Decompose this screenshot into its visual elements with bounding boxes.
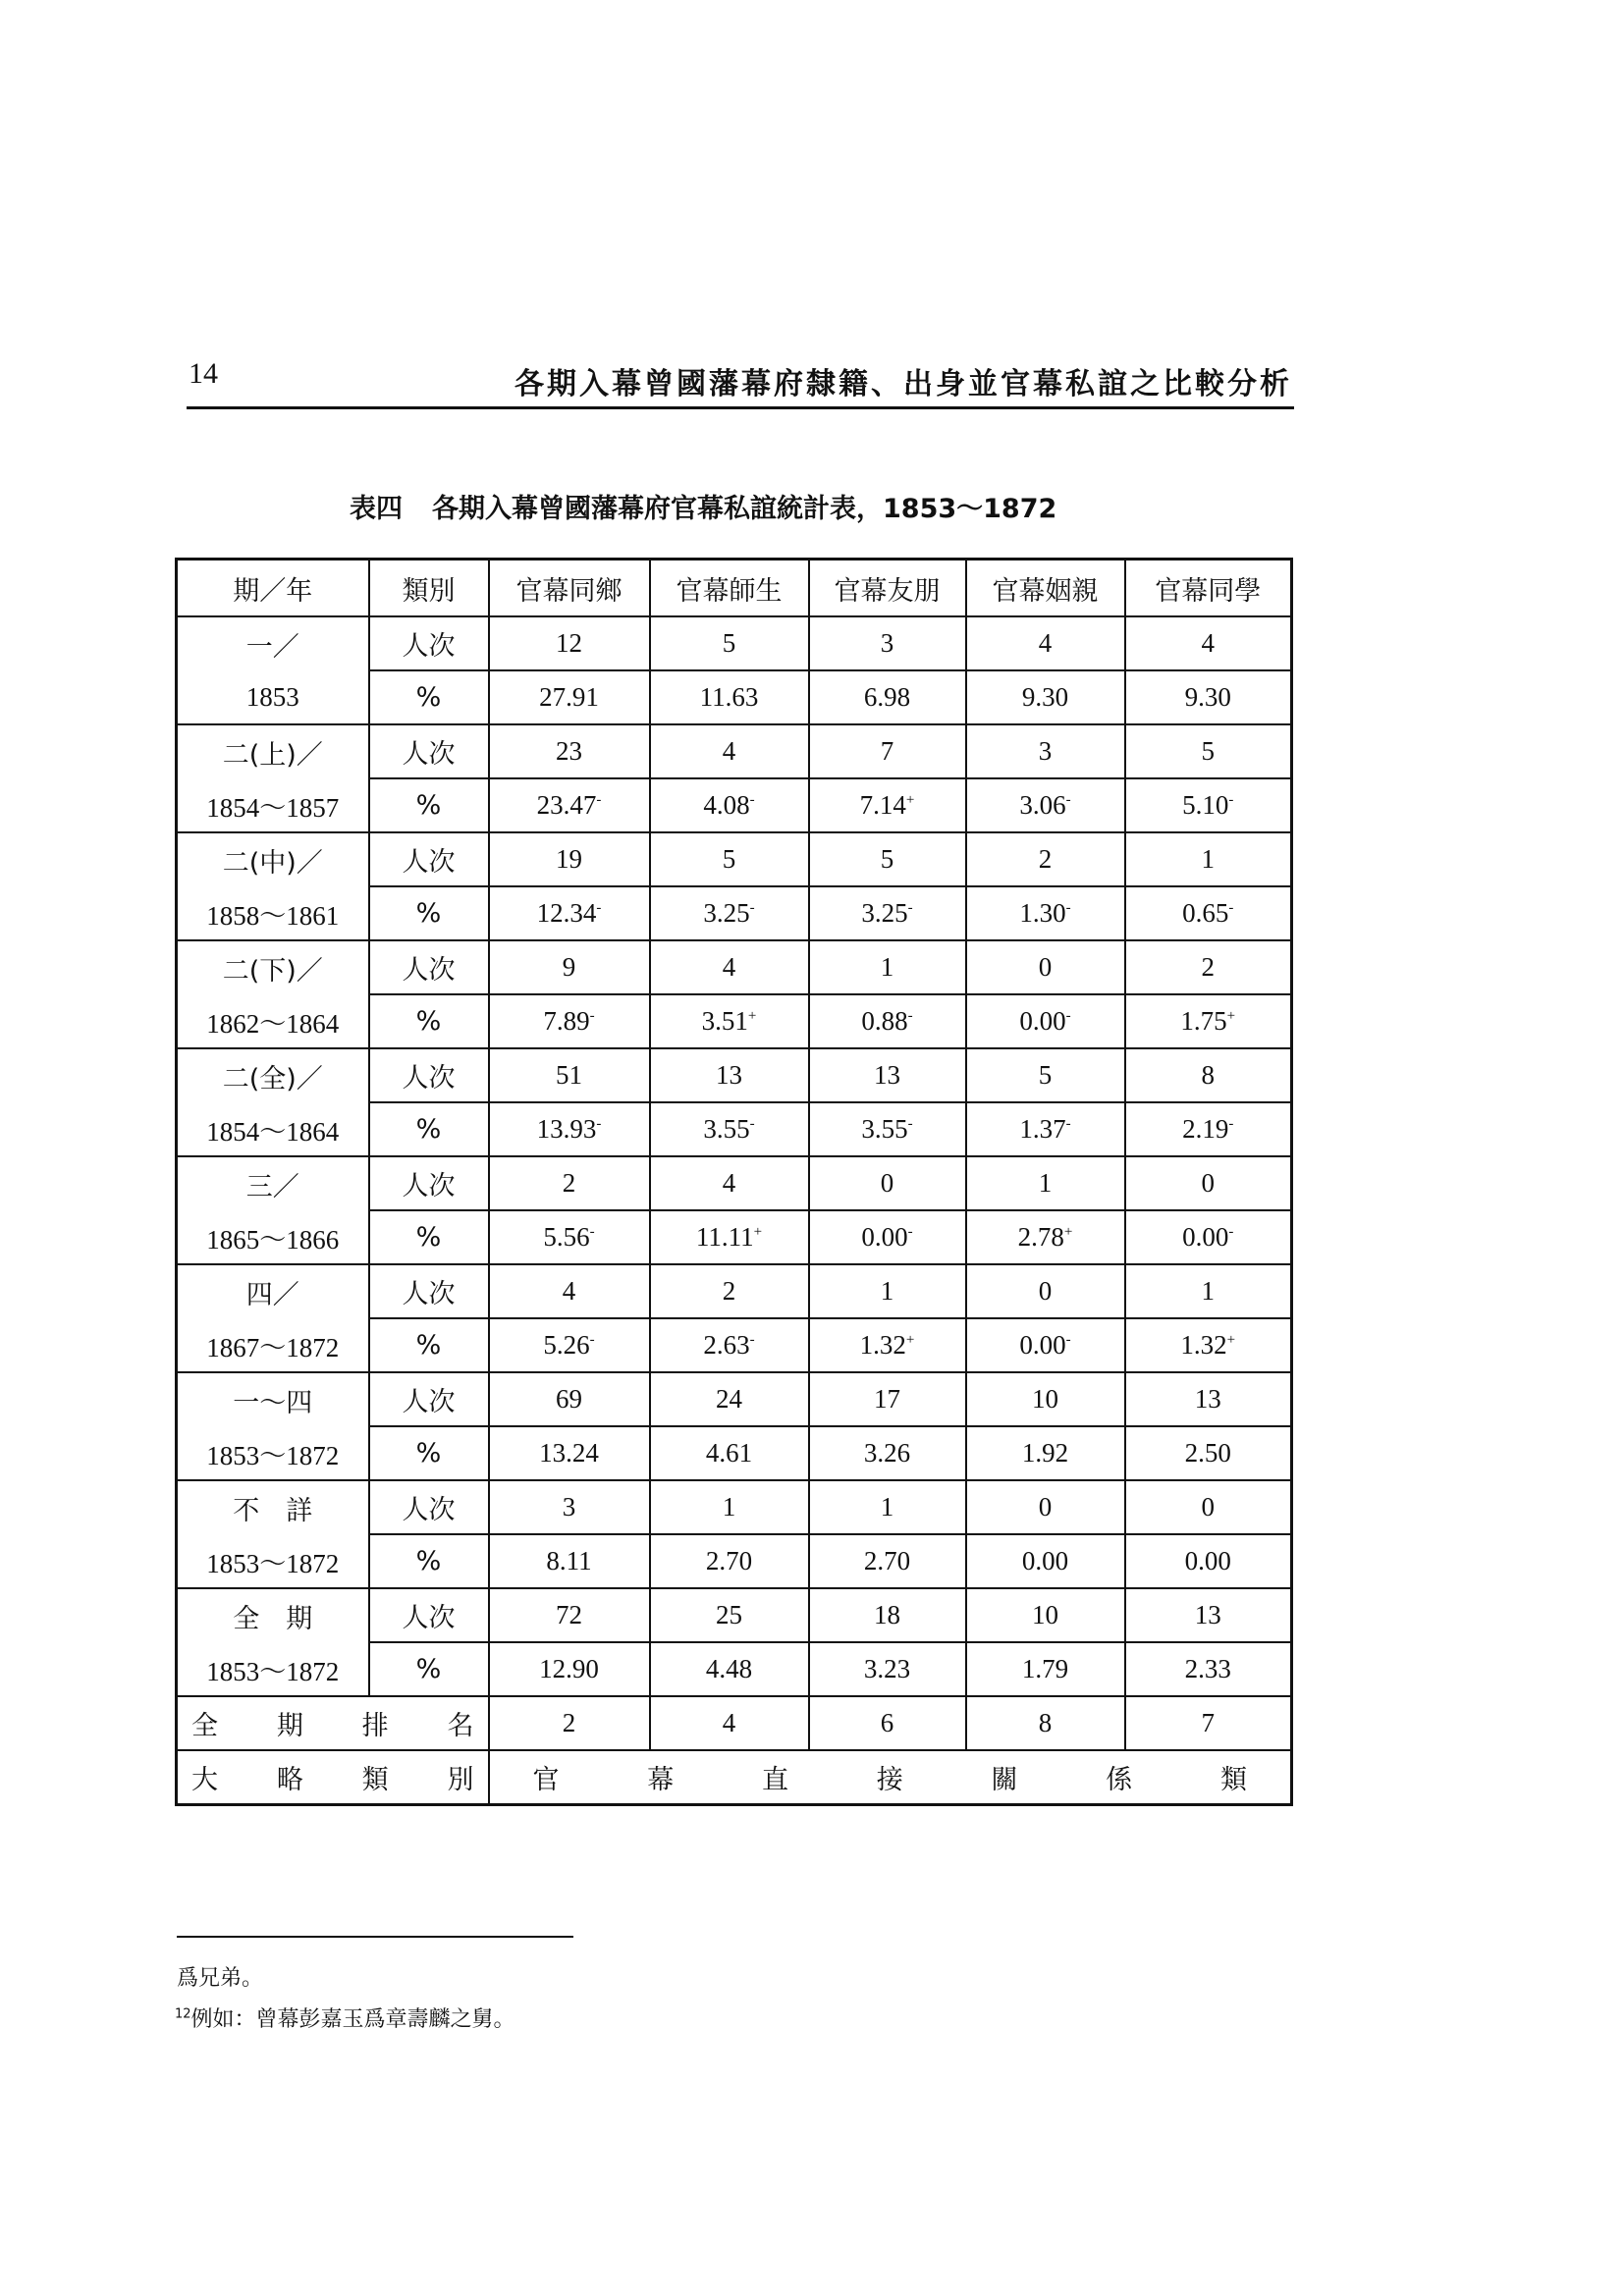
footnote-rule [177, 1936, 573, 1938]
percent-cell [489, 1426, 650, 1480]
period-years: 1865～1866 [177, 1210, 369, 1264]
count-cell: 7 [809, 724, 966, 778]
count-cell: 1 [966, 1156, 1125, 1210]
percent-value: 12.90 [539, 1654, 599, 1683]
significance-mark: + [747, 1008, 757, 1024]
count-row [177, 1480, 1292, 1534]
rank-cell: 2 [489, 1696, 650, 1750]
percent-row [177, 1318, 1292, 1372]
running-title: 各期入幕曾國藩幕府隸籍、出身並官幕私誼之比較分析 [514, 367, 1292, 401]
count-row [177, 1588, 1292, 1642]
count-cell: 1 [1125, 1264, 1292, 1318]
percent-cell [650, 1642, 809, 1696]
period-years: 1853～1872 [177, 1642, 369, 1696]
percent-cell [489, 1102, 650, 1156]
significance-mark: - [907, 1224, 913, 1240]
kind-label: 人次 [369, 724, 489, 778]
count-cell: 1 [809, 940, 966, 994]
percent-cell [809, 994, 966, 1048]
category-label-char: 類 [361, 1765, 389, 1795]
period-label: 三／ [177, 1156, 369, 1210]
percent-cell [966, 1642, 1125, 1696]
percent-value: 3.25 [861, 898, 908, 928]
percent-cell [1125, 670, 1292, 724]
rank-label-char: 排 [361, 1711, 389, 1741]
count-cell: 0 [966, 1480, 1125, 1534]
footnote-12 [175, 2002, 515, 2033]
count-row [177, 724, 1292, 778]
count-cell: 10 [966, 1588, 1125, 1642]
significance-mark: - [749, 900, 755, 916]
percent-row [177, 1426, 1292, 1480]
count-cell: 10 [966, 1372, 1125, 1426]
count-cell: 1 [650, 1480, 809, 1534]
count-cell: 0 [809, 1156, 966, 1210]
period-label: 一～四 [177, 1372, 369, 1426]
percent-cell [809, 778, 966, 832]
count-cell: 4 [489, 1264, 650, 1318]
count-cell: 13 [1125, 1372, 1292, 1426]
percent-value: 12.34 [536, 898, 597, 928]
percent-value: 1.30 [1019, 898, 1066, 928]
category-row [177, 1750, 1292, 1805]
percent-value: 0.65 [1182, 898, 1229, 928]
percent-cell [489, 886, 650, 940]
percent-value: 9.30 [1184, 682, 1231, 712]
count-cell: 5 [650, 616, 809, 670]
percent-cell [1125, 1426, 1292, 1480]
percent-cell [650, 778, 809, 832]
count-cell: 19 [489, 832, 650, 886]
kind-label: 人次 [369, 1588, 489, 1642]
count-cell: 2 [489, 1156, 650, 1210]
rank-row [177, 1696, 1292, 1750]
period-label: 不 詳 [177, 1480, 369, 1534]
column-header: 類別 [369, 560, 489, 617]
category-label-char: 大 [191, 1765, 218, 1795]
percent-row [177, 1534, 1292, 1588]
significance-mark: + [1063, 1224, 1073, 1240]
percent-value: 7.14 [859, 790, 906, 820]
category-label [177, 1750, 489, 1805]
percent-cell [650, 670, 809, 724]
rank-cell: 8 [966, 1696, 1125, 1750]
count-row [177, 1264, 1292, 1318]
significance-mark: - [907, 900, 913, 916]
percent-value: 13.24 [539, 1438, 599, 1468]
percent-value: 2.63 [703, 1330, 750, 1360]
significance-mark: + [905, 792, 915, 808]
percent-cell [966, 1102, 1125, 1156]
count-cell: 5 [650, 832, 809, 886]
count-cell: 4 [966, 616, 1125, 670]
percent-cell [1125, 994, 1292, 1048]
count-cell: 24 [650, 1372, 809, 1426]
significance-mark: - [1065, 1116, 1071, 1132]
significance-mark: - [1228, 1116, 1234, 1132]
count-cell: 4 [650, 724, 809, 778]
percent-cell [1125, 1642, 1292, 1696]
kind-label: % [369, 886, 489, 940]
count-cell: 0 [966, 1264, 1125, 1318]
percent-value: 3.06 [1019, 790, 1066, 820]
column-header: 官幕同鄉 [489, 560, 650, 617]
category-value-char: 係 [1106, 1765, 1133, 1795]
percent-value: 0.88 [861, 1006, 908, 1036]
significance-mark: - [1228, 792, 1234, 808]
percent-value: 1.37 [1019, 1114, 1066, 1144]
count-cell: 9 [489, 940, 650, 994]
percent-cell [809, 1318, 966, 1372]
period-years: 1853 [177, 670, 369, 724]
rank-cell: 7 [1125, 1696, 1292, 1750]
column-header: 官幕姻親 [966, 560, 1125, 617]
count-row [177, 1372, 1292, 1426]
count-cell: 2 [650, 1264, 809, 1318]
percent-value: 27.91 [539, 682, 599, 712]
percent-value: 2.33 [1184, 1654, 1231, 1683]
percent-value: 2.70 [863, 1546, 911, 1575]
percent-value: 5.26 [543, 1330, 590, 1360]
significance-mark: - [596, 900, 602, 916]
percent-value: 13.93 [536, 1114, 597, 1144]
percent-cell [809, 1642, 966, 1696]
percent-cell [966, 1210, 1125, 1264]
rank-label-char: 全 [191, 1711, 218, 1741]
period-label: 四／ [177, 1264, 369, 1318]
percent-value: 0.00 [1019, 1006, 1066, 1036]
percent-value: 2.78 [1017, 1222, 1064, 1252]
category-label-char: 別 [447, 1765, 474, 1795]
period-label: 一／ [177, 616, 369, 670]
percent-cell [1125, 1534, 1292, 1588]
percent-cell [489, 1534, 650, 1588]
percent-cell [966, 1318, 1125, 1372]
count-cell: 4 [650, 940, 809, 994]
count-cell: 0 [1125, 1156, 1292, 1210]
count-cell: 1 [1125, 832, 1292, 886]
percent-cell [809, 1102, 966, 1156]
kind-label: 人次 [369, 1048, 489, 1102]
count-cell: 1 [809, 1264, 966, 1318]
significance-mark: - [589, 1008, 595, 1024]
table-label: 表四 [350, 494, 403, 524]
percent-value: 3.23 [863, 1654, 911, 1683]
count-cell: 3 [809, 616, 966, 670]
percent-value: 0.00 [1021, 1546, 1069, 1575]
period-years: 1862～1864 [177, 994, 369, 1048]
percent-cell [489, 1642, 650, 1696]
count-cell: 5 [966, 1048, 1125, 1102]
period-years: 1853～1872 [177, 1534, 369, 1588]
category-value-char: 類 [1220, 1765, 1247, 1795]
kind-label: % [369, 1426, 489, 1480]
count-cell: 0 [966, 940, 1125, 994]
category-value [489, 1750, 1292, 1805]
significance-mark: - [1065, 792, 1071, 808]
count-cell: 2 [1125, 940, 1292, 994]
count-cell: 4 [1125, 616, 1292, 670]
kind-label: % [369, 1642, 489, 1696]
percent-cell [650, 1318, 809, 1372]
category-value-char: 接 [876, 1765, 903, 1795]
count-cell: 72 [489, 1588, 650, 1642]
percent-cell [489, 994, 650, 1048]
percent-cell [966, 886, 1125, 940]
percent-value: 3.25 [703, 898, 750, 928]
category-value-char: 官 [532, 1765, 560, 1795]
period-label: 二(全)／ [177, 1048, 369, 1102]
rank-cell: 6 [809, 1696, 966, 1750]
percent-value: 7.89 [543, 1006, 590, 1036]
percent-cell [650, 1102, 809, 1156]
percent-value: 3.55 [703, 1114, 750, 1144]
percent-cell [966, 994, 1125, 1048]
significance-mark: - [749, 1332, 755, 1348]
period-label: 二(中)／ [177, 832, 369, 886]
significance-mark: + [905, 1332, 915, 1348]
kind-label: 人次 [369, 616, 489, 670]
count-row [177, 616, 1292, 670]
count-cell: 18 [809, 1588, 966, 1642]
percent-cell [966, 1426, 1125, 1480]
period-years: 1853～1872 [177, 1426, 369, 1480]
percent-cell [1125, 886, 1292, 940]
kind-label: 人次 [369, 940, 489, 994]
count-cell: 8 [1125, 1048, 1292, 1102]
percent-value: 0.00 [861, 1222, 908, 1252]
table-title [350, 487, 1056, 525]
kind-label: % [369, 994, 489, 1048]
kind-label: 人次 [369, 1264, 489, 1318]
period-label: 二(下)／ [177, 940, 369, 994]
percent-cell [489, 778, 650, 832]
category-label-chars [191, 1758, 474, 1796]
kind-label: 人次 [369, 832, 489, 886]
period-years: 1858～1861 [177, 886, 369, 940]
significance-mark: + [1226, 1008, 1236, 1024]
column-header: 期／年 [177, 560, 369, 617]
count-cell: 5 [809, 832, 966, 886]
column-header: 官幕同學 [1125, 560, 1292, 617]
rank-cell: 4 [650, 1696, 809, 1750]
percent-cell [966, 670, 1125, 724]
percent-value: 0.00 [1019, 1330, 1066, 1360]
percent-row [177, 1210, 1292, 1264]
count-cell: 25 [650, 1588, 809, 1642]
count-row [177, 832, 1292, 886]
category-value-chars [504, 1758, 1277, 1796]
percent-cell [650, 994, 809, 1048]
period-label: 二(上)／ [177, 724, 369, 778]
percent-value: 2.70 [705, 1546, 753, 1575]
kind-label: % [369, 1318, 489, 1372]
category-value-char: 關 [991, 1765, 1018, 1795]
count-row [177, 940, 1292, 994]
column-header: 官幕友朋 [809, 560, 966, 617]
significance-mark: - [907, 1008, 913, 1024]
percent-value: 23.47 [536, 790, 597, 820]
significance-mark: - [596, 1116, 602, 1132]
percent-cell [809, 670, 966, 724]
percent-value: 1.75 [1180, 1006, 1227, 1036]
percent-value: 0.00 [1184, 1546, 1231, 1575]
significance-mark: - [589, 1224, 595, 1240]
percent-value: 5.56 [543, 1222, 590, 1252]
percent-cell [809, 1534, 966, 1588]
table-caption: 各期入幕曾國藩幕府官幕私誼統計表，1853～1872 [432, 494, 1057, 524]
count-cell: 5 [1125, 724, 1292, 778]
percent-row [177, 1642, 1292, 1696]
percent-value: 2.50 [1184, 1438, 1231, 1468]
significance-mark: - [1065, 900, 1071, 916]
kind-label: 人次 [369, 1156, 489, 1210]
rank-label-char: 期 [276, 1711, 303, 1741]
count-cell: 1 [809, 1480, 966, 1534]
period-years: 1854～1864 [177, 1102, 369, 1156]
significance-mark: - [1065, 1008, 1071, 1024]
percent-cell [1125, 778, 1292, 832]
count-cell: 0 [1125, 1480, 1292, 1534]
footnote-text: 例如：曾幕彭嘉玉爲章壽麟之舅。 [190, 2007, 515, 2032]
rank-label-char: 名 [447, 1711, 474, 1741]
percent-cell [650, 886, 809, 940]
percent-value: 8.11 [546, 1546, 592, 1575]
count-cell: 2 [966, 832, 1125, 886]
percent-value: 3.51 [701, 1006, 748, 1036]
category-value-char: 幕 [647, 1765, 675, 1795]
percent-value: 5.10 [1182, 790, 1229, 820]
count-cell: 23 [489, 724, 650, 778]
count-cell: 12 [489, 616, 650, 670]
period-years: 1854～1857 [177, 778, 369, 832]
table-body [177, 560, 1292, 1805]
kind-label: % [369, 1102, 489, 1156]
count-cell: 69 [489, 1372, 650, 1426]
percent-value: 6.98 [863, 682, 911, 712]
percent-cell [1125, 1102, 1292, 1156]
percent-cell [650, 1210, 809, 1264]
significance-mark: - [749, 792, 755, 808]
category-label-char: 略 [276, 1765, 303, 1795]
percent-value: 0.00 [1182, 1222, 1229, 1252]
footnote-continuation: 爲兄弟。 [177, 1966, 264, 1991]
percent-cell [650, 1426, 809, 1480]
percent-value: 9.30 [1021, 682, 1069, 712]
percent-row [177, 778, 1292, 832]
significance-mark: + [1226, 1332, 1236, 1348]
kind-label: % [369, 670, 489, 724]
percent-cell [650, 1534, 809, 1588]
rank-label [177, 1696, 489, 1750]
percent-value: 3.55 [861, 1114, 908, 1144]
count-cell: 3 [966, 724, 1125, 778]
percent-row [177, 1102, 1292, 1156]
percent-cell [809, 1210, 966, 1264]
percent-value: 4.48 [705, 1654, 753, 1683]
kind-label: % [369, 1534, 489, 1588]
percent-cell [489, 670, 650, 724]
page-header [187, 357, 1294, 409]
statistics-table [175, 558, 1293, 1806]
kind-label: 人次 [369, 1480, 489, 1534]
percent-cell [966, 1534, 1125, 1588]
kind-label: 人次 [369, 1372, 489, 1426]
header-row [177, 560, 1292, 617]
column-header: 官幕師生 [650, 560, 809, 617]
percent-value: 4.61 [705, 1438, 753, 1468]
count-cell: 51 [489, 1048, 650, 1102]
count-cell: 17 [809, 1372, 966, 1426]
significance-mark: - [907, 1116, 913, 1132]
percent-row [177, 994, 1292, 1048]
percent-row [177, 670, 1292, 724]
footnote-marker: 12 [175, 2006, 191, 2022]
percent-value: 1.79 [1021, 1654, 1069, 1683]
count-cell: 4 [650, 1156, 809, 1210]
significance-mark: - [596, 792, 602, 808]
page-number: 14 [189, 357, 218, 390]
count-cell: 13 [650, 1048, 809, 1102]
count-row [177, 1048, 1292, 1102]
period-years: 1867～1872 [177, 1318, 369, 1372]
percent-value: 11.63 [699, 682, 759, 712]
percent-value: 1.92 [1021, 1438, 1069, 1468]
kind-label: % [369, 778, 489, 832]
percent-value: 1.32 [859, 1330, 906, 1360]
percent-cell [809, 886, 966, 940]
significance-mark: - [1065, 1332, 1071, 1348]
rank-label-chars [191, 1704, 474, 1742]
significance-mark: - [749, 1116, 755, 1132]
significance-mark: - [1228, 1224, 1234, 1240]
percent-cell [489, 1210, 650, 1264]
kind-label: % [369, 1210, 489, 1264]
percent-row [177, 886, 1292, 940]
significance-mark: + [753, 1224, 763, 1240]
percent-cell [966, 778, 1125, 832]
percent-cell [809, 1426, 966, 1480]
percent-value: 4.08 [703, 790, 750, 820]
count-cell: 13 [809, 1048, 966, 1102]
percent-value: 3.26 [863, 1438, 911, 1468]
percent-cell [1125, 1318, 1292, 1372]
count-cell: 3 [489, 1480, 650, 1534]
percent-cell [1125, 1210, 1292, 1264]
percent-value: 11.11 [695, 1222, 754, 1252]
category-value-char: 直 [762, 1765, 788, 1795]
significance-mark: - [1228, 900, 1234, 916]
percent-cell [489, 1318, 650, 1372]
percent-value: 1.32 [1180, 1330, 1227, 1360]
period-label: 全 期 [177, 1588, 369, 1642]
significance-mark: - [589, 1332, 595, 1348]
count-cell: 13 [1125, 1588, 1292, 1642]
percent-value: 2.19 [1182, 1114, 1229, 1144]
count-row [177, 1156, 1292, 1210]
